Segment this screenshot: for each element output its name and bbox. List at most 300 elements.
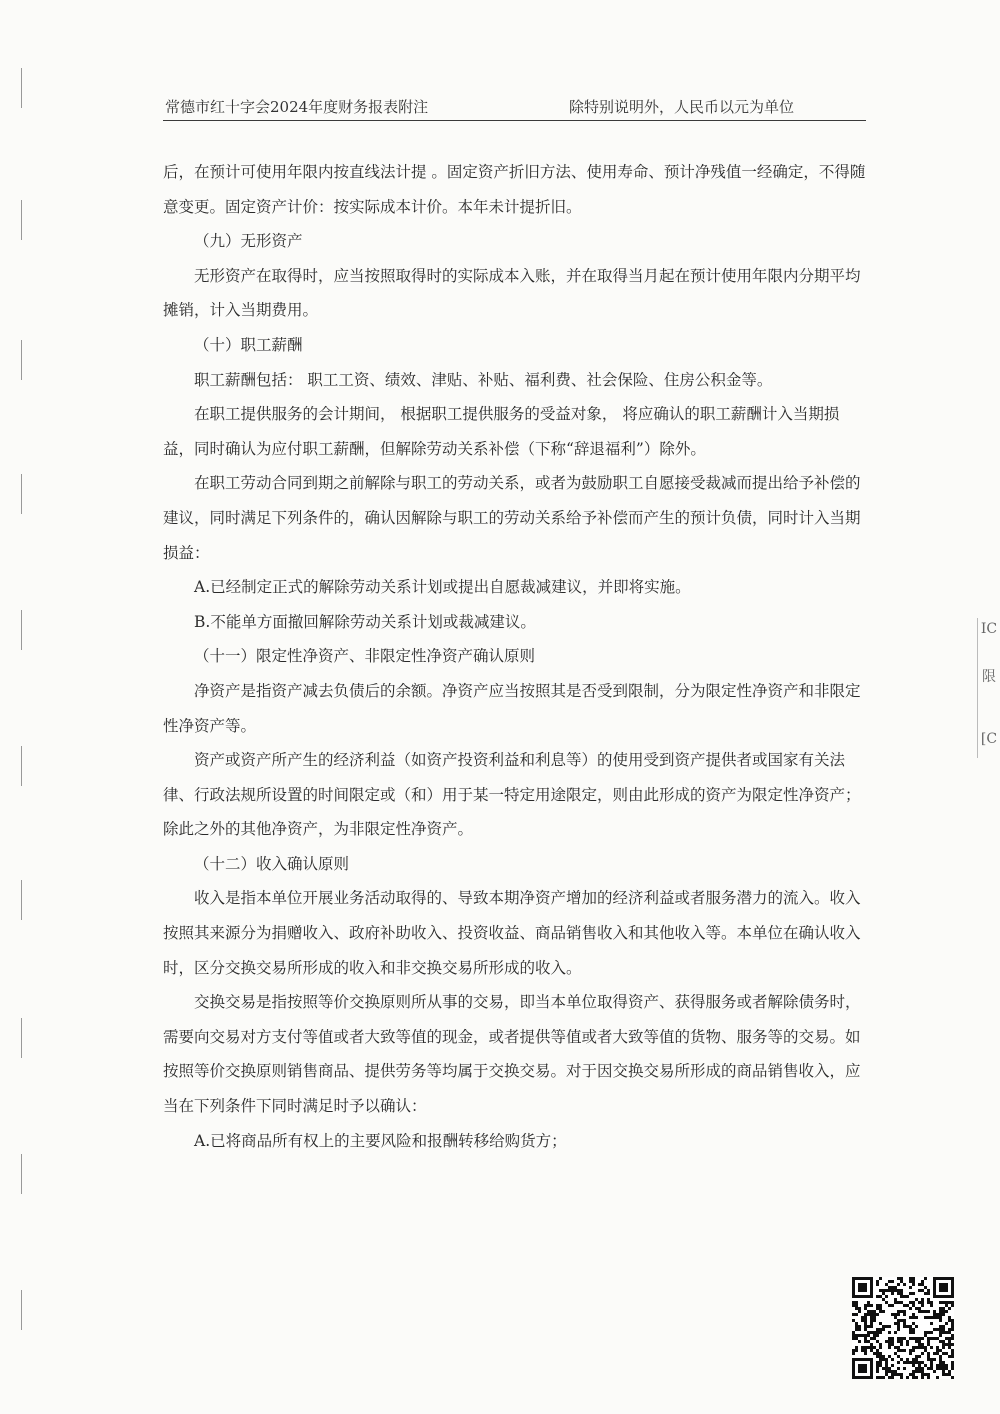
qr-module <box>915 1337 918 1340</box>
qr-module <box>867 1301 870 1304</box>
qr-module <box>906 1358 909 1361</box>
qr-module <box>927 1310 930 1313</box>
qr-module <box>945 1304 948 1307</box>
qr-module <box>939 1367 942 1370</box>
qr-module <box>918 1364 921 1367</box>
qr-module <box>897 1325 900 1328</box>
qr-module <box>918 1367 921 1370</box>
qr-module <box>852 1334 855 1337</box>
binding-mark <box>21 880 28 920</box>
qr-module <box>921 1298 924 1301</box>
qr-module <box>897 1340 900 1343</box>
paragraph: 在职工劳动合同到期之前解除与职工的劳动关系，或者为鼓励职工自愿接受裁减而提出给予补偿的建议，同时满足下列条件的，确认因解除与职工的劳动关系给予补偿而产生的预计负债，同时计入当期损益： <box>163 474 861 562</box>
qr-module <box>948 1346 951 1349</box>
qr-module <box>930 1367 933 1370</box>
qr-module <box>951 1352 954 1355</box>
qr-module <box>879 1352 882 1355</box>
qr-module <box>891 1373 894 1376</box>
qr-module <box>939 1325 942 1328</box>
qr-module <box>912 1280 915 1283</box>
qr-module <box>879 1310 882 1313</box>
qr-module <box>867 1304 870 1307</box>
qr-module <box>903 1361 906 1364</box>
qr-module <box>936 1364 939 1367</box>
paragraph: （九）无形资产 <box>194 232 303 251</box>
qr-module <box>930 1358 933 1361</box>
qr-module <box>909 1361 912 1364</box>
paragraph: （十一）限定性净资产、非限定性净资产确认原则 <box>194 647 536 666</box>
qr-module <box>885 1364 888 1367</box>
qr-module <box>900 1292 903 1295</box>
qr-module <box>951 1343 954 1346</box>
qr-module <box>906 1325 909 1328</box>
qr-module <box>891 1280 894 1283</box>
paragraph: （十）职工薪酬 <box>194 335 303 354</box>
qr-module <box>885 1358 888 1361</box>
qr-module <box>873 1352 876 1355</box>
qr-module <box>936 1367 939 1370</box>
qr-module <box>852 1331 855 1334</box>
qr-module <box>951 1322 954 1325</box>
qr-module <box>927 1298 930 1301</box>
paragraph: B.不能单方面撤回解除劳动关系计划或裁减建议。 <box>194 612 536 631</box>
binding-mark <box>21 200 28 240</box>
qr-module <box>900 1376 903 1379</box>
qr-module <box>921 1280 924 1283</box>
qr-module <box>879 1322 882 1325</box>
qr-module <box>882 1298 885 1301</box>
qr-module <box>924 1286 927 1289</box>
qr-module <box>924 1349 927 1352</box>
stamp-char: IC <box>980 621 998 637</box>
qr-module <box>903 1283 906 1286</box>
qr-module <box>951 1304 954 1307</box>
qr-module <box>939 1364 942 1367</box>
qr-module <box>897 1328 900 1331</box>
qr-module <box>945 1310 948 1313</box>
qr-module <box>888 1346 891 1349</box>
qr-module <box>876 1367 879 1370</box>
qr-module <box>870 1322 873 1325</box>
qr-module <box>951 1367 954 1370</box>
qr-module <box>948 1355 951 1358</box>
qr-module <box>891 1370 894 1373</box>
qr-module <box>891 1304 894 1307</box>
qr-module <box>933 1328 936 1331</box>
qr-module <box>939 1307 942 1310</box>
qr-module <box>921 1346 924 1349</box>
qr-module <box>870 1304 873 1307</box>
qr-module <box>894 1373 897 1376</box>
qr-module <box>855 1304 858 1307</box>
qr-module <box>888 1340 891 1343</box>
qr-module <box>897 1289 900 1292</box>
qr-module <box>876 1295 879 1298</box>
binding-mark <box>21 474 28 514</box>
qr-module <box>858 1328 861 1331</box>
qr-module <box>897 1367 900 1370</box>
qr-module <box>909 1292 912 1295</box>
qr-module <box>882 1376 885 1379</box>
qr-module <box>864 1316 867 1319</box>
qr-module <box>918 1310 921 1313</box>
qr-module <box>909 1373 912 1376</box>
qr-module <box>894 1313 897 1316</box>
qr-module <box>858 1283 867 1292</box>
qr-module <box>915 1370 918 1373</box>
qr-module <box>918 1283 921 1286</box>
qr-module <box>876 1355 879 1358</box>
qr-module <box>864 1352 867 1355</box>
qr-module <box>870 1316 873 1319</box>
qr-module <box>921 1289 924 1292</box>
qr-module <box>885 1367 888 1370</box>
qr-module <box>912 1313 915 1316</box>
qr-module <box>900 1310 903 1313</box>
qr-module <box>930 1322 933 1325</box>
qr-module <box>858 1334 861 1337</box>
qr-module <box>903 1367 906 1370</box>
qr-module <box>945 1337 948 1340</box>
qr-module <box>897 1283 900 1286</box>
qr-module <box>909 1328 912 1331</box>
qr-module <box>939 1316 942 1319</box>
qr-module <box>936 1313 939 1316</box>
qr-module <box>921 1367 924 1370</box>
qr-module <box>912 1373 915 1376</box>
qr-module <box>879 1295 882 1298</box>
qr-module <box>891 1337 894 1340</box>
qr-module <box>900 1319 903 1322</box>
qr-module <box>900 1277 903 1280</box>
qr-module <box>912 1337 915 1340</box>
qr-module <box>855 1334 858 1337</box>
qr-module <box>921 1310 924 1313</box>
qr-module <box>942 1367 945 1370</box>
qr-module <box>888 1286 891 1289</box>
qr-module <box>894 1289 897 1292</box>
qr-module <box>915 1376 918 1379</box>
qr-module <box>870 1313 873 1316</box>
qr-module <box>855 1313 858 1316</box>
qr-module <box>897 1301 900 1304</box>
qr-module <box>867 1346 870 1349</box>
qr-module <box>900 1340 903 1343</box>
qr-module <box>912 1331 915 1334</box>
paragraph: 交换交易是指按照等价交换原则所从事的交易，即当本单位取得资产、获得服务或者解除债务时，需要向交易对方支付等值或者大致等值的现金，或者提供等值或者大致等值的货物、服务等的交易。如按照等价交换原则销售商品、提供劳务等均属于交换交易。对于因交换交易所形成的商品销售收入，应当在下列条件下同时满足时予以确认： <box>163 993 861 1116</box>
qr-module <box>855 1346 858 1349</box>
qr-module <box>852 1319 855 1322</box>
qr-module <box>876 1376 879 1379</box>
qr-module <box>861 1334 864 1337</box>
qr-module <box>948 1328 951 1331</box>
qr-module <box>897 1373 900 1376</box>
qr-module <box>951 1301 954 1304</box>
qr-module <box>858 1307 861 1310</box>
qr-module <box>912 1292 915 1295</box>
qr-module <box>909 1277 912 1280</box>
qr-module <box>885 1289 888 1292</box>
qr-module <box>891 1343 894 1346</box>
qr-module <box>912 1349 915 1352</box>
qr-module <box>858 1364 867 1373</box>
qr-module <box>903 1337 906 1340</box>
qr-module <box>951 1364 954 1367</box>
qr-module <box>942 1352 945 1355</box>
qr-module <box>882 1328 885 1331</box>
qr-module <box>876 1370 879 1373</box>
qr-module <box>942 1364 945 1367</box>
qr-module <box>912 1316 915 1319</box>
qr-module <box>903 1310 906 1313</box>
qr-module <box>951 1376 954 1379</box>
qr-module <box>948 1343 951 1346</box>
qr-module <box>936 1337 939 1340</box>
qr-module <box>924 1310 927 1313</box>
qr-module <box>882 1310 885 1313</box>
qr-module <box>855 1325 858 1328</box>
binding-mark <box>21 610 28 650</box>
qr-module <box>942 1310 945 1313</box>
document-body <box>163 155 866 1158</box>
qr-module <box>879 1307 882 1310</box>
qr-module <box>879 1361 882 1364</box>
qr-module <box>879 1358 882 1361</box>
qr-module <box>951 1328 954 1331</box>
qr-module <box>927 1358 930 1361</box>
qr-module <box>882 1325 885 1328</box>
qr-module <box>867 1334 870 1337</box>
qr-module <box>879 1376 882 1379</box>
qr-module <box>906 1343 909 1346</box>
qr-module <box>939 1319 942 1322</box>
qr-module <box>897 1355 900 1358</box>
qr-module <box>921 1304 924 1307</box>
qr-module <box>930 1331 933 1334</box>
qr-module <box>927 1337 930 1340</box>
qr-module <box>936 1328 939 1331</box>
qr-module <box>921 1343 924 1346</box>
qr-module <box>927 1316 930 1319</box>
page-header <box>163 96 866 121</box>
qr-module <box>888 1355 891 1358</box>
qr-module <box>855 1337 858 1340</box>
qr-module <box>876 1349 879 1352</box>
qr-module <box>930 1304 933 1307</box>
qr-module <box>879 1343 882 1346</box>
qr-module <box>867 1340 870 1343</box>
qr-module <box>924 1346 927 1349</box>
qr-module <box>897 1337 900 1340</box>
qr-module <box>879 1355 882 1358</box>
qr-module <box>864 1337 867 1340</box>
qr-module <box>951 1361 954 1364</box>
qr-module <box>909 1349 912 1352</box>
paragraph: 在职工提供服务的会计期间， 根据职工提供服务的受益对象， 将应确认的职工薪酬计入当期损益，同时确认为应付职工薪酬，但解除劳动关系补偿（下称“辞退福利”）除外。 <box>163 405 840 458</box>
qr-module <box>894 1322 897 1325</box>
qr-module <box>882 1355 885 1358</box>
qr-module <box>912 1301 915 1304</box>
qr-module <box>918 1337 921 1340</box>
qr-module <box>873 1331 876 1334</box>
qr-module <box>894 1286 897 1289</box>
qr-module <box>864 1340 867 1343</box>
qr-module <box>939 1328 942 1331</box>
qr-module <box>891 1313 894 1316</box>
qr-module <box>951 1325 954 1328</box>
qr-module <box>879 1277 882 1280</box>
qr-module <box>858 1325 861 1328</box>
qr-module <box>912 1376 915 1379</box>
qr-module <box>909 1286 912 1289</box>
qr-module <box>945 1322 948 1325</box>
qr-module <box>888 1370 891 1373</box>
qr-module <box>903 1322 906 1325</box>
qr-module <box>858 1340 861 1343</box>
qr-module <box>870 1319 873 1322</box>
paragraph: 净资产是指资产减去负债后的余额。净资产应当按照其是否受到限制，分为限定性净资产和非限定性净资产等。 <box>163 681 861 735</box>
qr-module <box>897 1292 900 1295</box>
qr-module <box>924 1292 927 1295</box>
qr-module <box>897 1349 900 1352</box>
qr-module <box>906 1340 909 1343</box>
qr-module <box>903 1304 906 1307</box>
qr-module <box>882 1367 885 1370</box>
qr-module <box>912 1322 915 1325</box>
qr-module <box>897 1361 900 1364</box>
qr-module <box>900 1337 903 1340</box>
qr-module <box>927 1367 930 1370</box>
qr-module <box>885 1370 888 1373</box>
qr-module <box>936 1376 939 1379</box>
qr-module <box>870 1337 873 1340</box>
qr-module <box>924 1334 927 1337</box>
paragraph: 收入是指本单位开展业务活动取得的、导致本期净资产增加的经济利益或者服务潜力的流入。收入按照其来源分为捐赠收入、政府补助收入、投资收益、商品销售收入和其他收入等。本单位在确认收入时，区分交换交易所形成的收入和非交换交易所形成的收入。 <box>163 889 861 977</box>
qr-module <box>927 1340 930 1343</box>
qr-module <box>951 1334 954 1337</box>
qr-module <box>864 1328 867 1331</box>
qr-module <box>912 1364 915 1367</box>
qr-module <box>918 1346 921 1349</box>
qr-module <box>948 1370 951 1373</box>
qr-module <box>930 1361 933 1364</box>
qr-module <box>888 1325 891 1328</box>
qr-module <box>906 1376 909 1379</box>
qr-module <box>915 1307 918 1310</box>
qr-module <box>867 1310 870 1313</box>
qr-module <box>927 1376 930 1379</box>
qr-module <box>948 1373 951 1376</box>
qr-module <box>876 1283 879 1286</box>
qr-module <box>864 1322 867 1325</box>
qr-module <box>942 1373 945 1376</box>
qr-module <box>876 1307 879 1310</box>
qr-module <box>873 1313 876 1316</box>
binding-mark <box>21 1018 28 1058</box>
qr-module <box>951 1349 954 1352</box>
qr-module <box>900 1280 903 1283</box>
qr-module <box>864 1349 867 1352</box>
qr-module <box>873 1310 876 1313</box>
qr-module <box>927 1343 930 1346</box>
qr-module <box>903 1349 906 1352</box>
qr-module <box>921 1337 924 1340</box>
qr-module <box>936 1346 939 1349</box>
qr-module <box>927 1301 930 1304</box>
qr-module <box>930 1346 933 1349</box>
qr-module <box>915 1325 918 1328</box>
binding-mark <box>21 68 28 108</box>
qr-module <box>915 1316 918 1319</box>
qr-module <box>888 1331 891 1334</box>
qr-module <box>945 1352 948 1355</box>
qr-module <box>879 1346 882 1349</box>
qr-module <box>876 1331 879 1334</box>
qr-module <box>939 1310 942 1313</box>
qr-module <box>933 1358 936 1361</box>
qr-module <box>876 1328 879 1331</box>
qr-module <box>876 1313 879 1316</box>
qr-module <box>855 1328 858 1331</box>
qr-module <box>921 1301 924 1304</box>
paragraph: 资产或资产所产生的经济利益（如资产投资利益和利息等）的使用受到资产提供者或国家有关法律、行政法规所设置的时间限定或（和）用于某一特定用途限定，则由此形成的资产为限定性净资产；除此之外的其他净资产，为非限定性净资产。 <box>163 751 861 839</box>
verification-qr-code <box>852 1277 954 1379</box>
qr-module <box>903 1313 906 1316</box>
qr-module <box>861 1316 864 1319</box>
qr-module <box>942 1313 945 1316</box>
qr-code-graphic <box>852 1277 954 1379</box>
qr-module <box>918 1355 921 1358</box>
qr-module <box>897 1319 900 1322</box>
qr-module <box>939 1334 942 1337</box>
qr-module <box>906 1361 909 1364</box>
qr-module <box>924 1331 927 1334</box>
qr-module <box>903 1319 906 1322</box>
qr-module <box>894 1331 897 1334</box>
qr-module <box>948 1307 951 1310</box>
qr-module <box>915 1340 918 1343</box>
qr-module <box>888 1376 891 1379</box>
qr-module <box>930 1364 933 1367</box>
header-title: 常德市红十字会2024年度财务报表附注 <box>165 98 429 116</box>
binding-mark <box>21 746 28 786</box>
qr-module <box>939 1355 942 1358</box>
qr-module <box>879 1331 882 1334</box>
qr-module <box>909 1331 912 1334</box>
qr-module <box>894 1316 897 1319</box>
binding-mark <box>21 340 28 380</box>
qr-module <box>879 1364 882 1367</box>
qr-module <box>951 1319 954 1322</box>
stamp-char: [C <box>980 731 998 747</box>
qr-module <box>897 1313 900 1316</box>
qr-module <box>852 1304 855 1307</box>
qr-module <box>867 1313 870 1316</box>
qr-module <box>918 1307 921 1310</box>
qr-module <box>861 1346 864 1349</box>
binding-mark <box>21 1290 28 1330</box>
qr-module <box>888 1289 891 1292</box>
qr-module <box>912 1361 915 1364</box>
qr-module <box>915 1355 918 1358</box>
qr-module <box>870 1346 873 1349</box>
qr-module <box>930 1301 933 1304</box>
qr-module <box>948 1301 951 1304</box>
qr-module <box>876 1340 879 1343</box>
qr-module <box>861 1349 864 1352</box>
qr-module <box>891 1289 894 1292</box>
qr-module <box>945 1331 948 1334</box>
